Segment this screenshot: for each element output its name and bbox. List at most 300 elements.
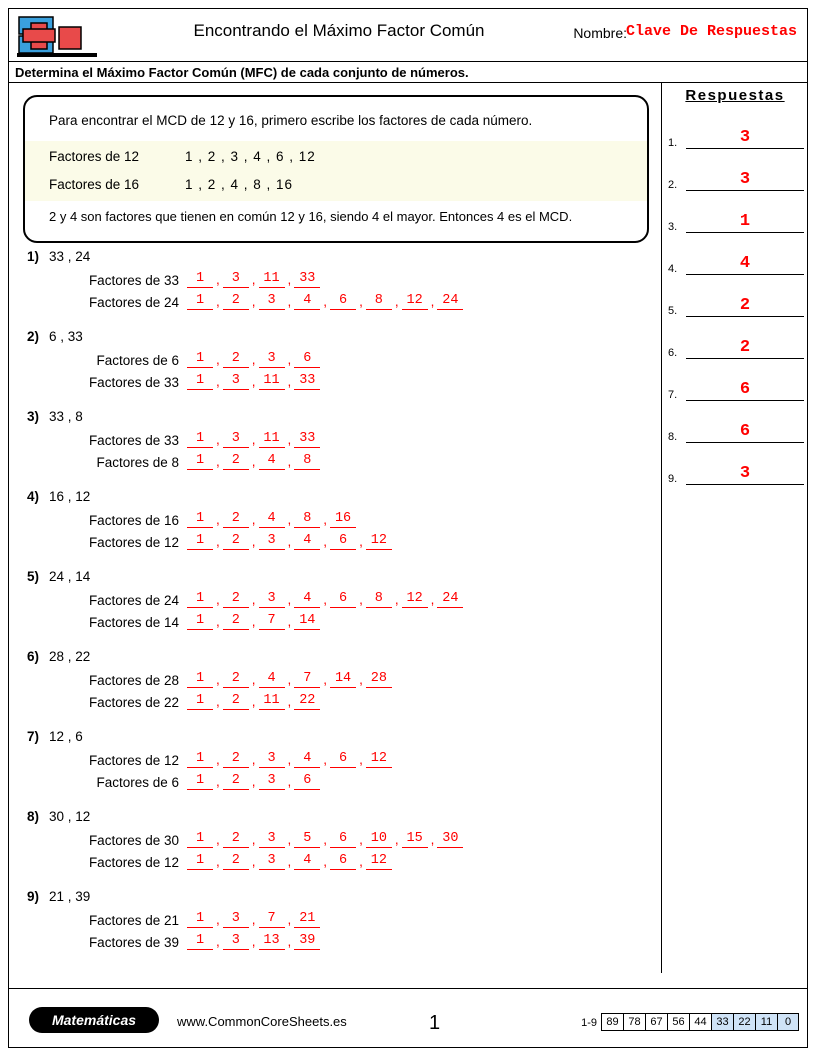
factor-separator: , (287, 374, 292, 389)
factor-blank[interactable]: 2 (223, 533, 249, 550)
factor-separator: , (323, 854, 328, 869)
factor-row (9, 853, 659, 875)
factor-row (9, 453, 659, 475)
answer-number: 7. (668, 389, 678, 401)
factor-row-label: Factores de 28 (88, 673, 179, 688)
answer-number: 6. (668, 347, 678, 359)
factor-separator: , (251, 854, 256, 869)
factor-separator: , (216, 832, 220, 847)
factor-blank[interactable]: 3 (223, 911, 249, 928)
answer-value: 6 (739, 422, 751, 441)
factor-row-label: Factores de 33 (88, 433, 179, 448)
factor-separator: , (251, 614, 256, 629)
factor-separator: , (323, 534, 328, 549)
factor-blank[interactable]: 16 (330, 511, 356, 528)
factor-blank[interactable]: 3 (259, 853, 285, 870)
scale-cell: 11 (755, 1013, 777, 1031)
example-box (23, 95, 649, 243)
factor-separator: , (394, 592, 399, 607)
factor-separator: , (251, 832, 256, 847)
answer-row (668, 153, 804, 191)
factor-blank[interactable]: 11 (259, 271, 285, 288)
factor-answer-list (187, 911, 320, 928)
factor-separator: , (216, 854, 220, 869)
factor-answer-list (187, 853, 392, 870)
factor-separator: , (251, 374, 256, 389)
factor-blank[interactable]: 6 (330, 831, 356, 848)
factor-blank[interactable]: 2 (223, 591, 249, 608)
factor-separator: , (323, 294, 328, 309)
problem-item (9, 489, 659, 569)
example-factors-12-values: 1 , 2 , 3 , 4 , 6 , 12 (185, 149, 316, 164)
factor-row (9, 271, 659, 293)
factor-answer-list (187, 751, 392, 768)
factor-blank[interactable]: 22 (294, 693, 320, 710)
factor-blank[interactable]: 6 (294, 351, 320, 368)
factor-blank[interactable]: 3 (223, 373, 249, 390)
factor-blank[interactable]: 24 (437, 293, 463, 310)
problem-number: 4) (27, 489, 40, 504)
factor-separator: , (287, 512, 292, 527)
factor-separator: , (287, 614, 292, 629)
factor-blank[interactable]: 12 (366, 533, 392, 550)
factor-blank[interactable]: 1 (187, 373, 213, 390)
factor-row (9, 911, 659, 933)
factor-separator: , (359, 832, 363, 847)
factor-separator: , (323, 832, 328, 847)
factor-blank[interactable]: 12 (402, 293, 428, 310)
factor-separator: , (359, 592, 363, 607)
factor-blank[interactable]: 7 (294, 671, 320, 688)
factor-separator: , (287, 272, 292, 287)
factor-separator: , (430, 294, 435, 309)
answer-blank-line[interactable] (686, 148, 804, 149)
factor-blank[interactable]: 14 (330, 671, 356, 688)
problem-item (9, 649, 659, 729)
example-line-4: 2 y 4 son factores que tienen en común 12 y 16, siendo 4 el mayor. Entonces 4 es el MCD. (49, 209, 573, 224)
factor-row-label: Factores de 12 (88, 855, 179, 870)
answer-value: 3 (739, 464, 751, 483)
grading-scale (577, 1013, 799, 1031)
factor-answer-list (187, 831, 463, 848)
factor-blank[interactable]: 3 (223, 933, 249, 950)
factor-row-label: Factores de 24 (88, 593, 179, 608)
factor-blank[interactable]: 6 (330, 591, 356, 608)
answer-number: 8. (668, 431, 678, 443)
problem-item (9, 729, 659, 809)
factor-blank[interactable]: 12 (366, 853, 392, 870)
factor-separator: , (287, 912, 292, 927)
answer-number: 1. (668, 137, 678, 149)
factor-blank[interactable]: 2 (223, 613, 249, 630)
factor-separator: , (251, 672, 256, 687)
factor-blank[interactable]: 39 (294, 933, 320, 950)
factor-separator: , (216, 432, 220, 447)
page-number: 1 (429, 1012, 441, 1034)
instruction-bar (9, 61, 807, 83)
factor-blank[interactable]: 4 (294, 293, 320, 310)
factor-blank[interactable]: 1 (187, 773, 213, 790)
factor-blank[interactable]: 1 (187, 453, 213, 470)
instruction-text: Determina el Máximo Factor Común (MFC) de cada conjunto de números. (15, 65, 469, 80)
factor-separator: , (216, 614, 220, 629)
factor-blank[interactable]: 8 (366, 591, 392, 608)
factor-separator: , (287, 832, 292, 847)
factor-answer-list (187, 511, 356, 528)
factor-separator: , (287, 774, 292, 789)
factor-separator: , (216, 374, 220, 389)
factor-blank[interactable]: 15 (402, 831, 428, 848)
factor-separator: , (287, 454, 292, 469)
answer-value: 2 (739, 296, 751, 315)
problem-number-pair: 28 , 22 (49, 649, 91, 664)
problem-item (9, 889, 659, 969)
page-footer (9, 989, 807, 1047)
answer-row (668, 237, 804, 275)
factor-blank[interactable]: 1 (187, 671, 213, 688)
factor-blank[interactable]: 6 (330, 533, 356, 550)
factor-blank[interactable]: 1 (187, 911, 213, 928)
factor-answer-list (187, 351, 320, 368)
name-label: Nombre: (573, 25, 627, 41)
factor-separator: , (251, 352, 256, 367)
factor-separator: , (251, 752, 256, 767)
factor-blank[interactable]: 12 (366, 751, 392, 768)
factor-blank[interactable]: 1 (187, 431, 213, 448)
factor-separator: , (287, 432, 292, 447)
problem-item (9, 569, 659, 649)
problem-number-pair: 6 , 33 (49, 329, 83, 344)
factor-blank[interactable]: 12 (402, 591, 428, 608)
factor-blank[interactable]: 1 (187, 933, 213, 950)
factor-blank[interactable]: 11 (259, 373, 285, 390)
problem-item (9, 249, 659, 329)
answers-title: Respuestas (685, 87, 785, 104)
factor-blank[interactable]: 21 (294, 911, 320, 928)
factor-blank[interactable]: 33 (294, 271, 320, 288)
answer-number: 5. (668, 305, 678, 317)
factor-separator: , (359, 672, 363, 687)
factor-separator: , (359, 854, 363, 869)
factor-answer-list (187, 591, 463, 608)
factor-separator: , (216, 534, 220, 549)
factor-separator: , (216, 752, 220, 767)
factor-row-label: Factores de 16 (88, 513, 179, 528)
scale-cell: 0 (777, 1013, 799, 1031)
factor-separator: , (287, 294, 292, 309)
factor-blank[interactable]: 6 (294, 773, 320, 790)
factor-blank[interactable]: 33 (294, 431, 320, 448)
factor-answer-list (187, 693, 320, 710)
answer-number: 3. (668, 221, 678, 233)
factor-separator: , (394, 832, 399, 847)
factor-row-label: Factores de 12 (88, 535, 179, 550)
factor-blank[interactable]: 1 (187, 591, 213, 608)
factor-blank[interactable]: 3 (259, 831, 285, 848)
factor-separator: , (216, 294, 220, 309)
factor-answer-list (187, 671, 392, 688)
answer-row (668, 279, 804, 317)
factor-blank[interactable]: 1 (187, 293, 213, 310)
answer-value: 1 (739, 212, 751, 231)
scale-range: 1-9 (581, 1016, 597, 1029)
factor-row-label: Factores de 6 (96, 353, 179, 368)
factor-blank[interactable]: 4 (259, 671, 285, 688)
answer-number: 9. (668, 473, 678, 485)
name-value: Clave De Respuestas (625, 23, 797, 40)
factor-blank[interactable]: 28 (366, 671, 392, 688)
page-header (9, 9, 807, 61)
problem-item (9, 409, 659, 489)
factor-separator: , (323, 592, 328, 607)
factor-separator: , (430, 832, 435, 847)
factor-blank[interactable]: 2 (223, 453, 249, 470)
factor-blank[interactable]: 24 (437, 591, 463, 608)
page-title: Encontrando el Máximo Factor Común (193, 21, 485, 40)
factor-row-label: Factores de 22 (88, 695, 179, 710)
factor-blank[interactable]: 3 (259, 773, 285, 790)
problem-number-pair: 30 , 12 (49, 809, 91, 824)
answer-blank-line[interactable] (686, 232, 804, 233)
answer-row (668, 111, 804, 149)
factor-row-label: Factores de 12 (88, 753, 179, 768)
factor-row-label: Factores de 30 (88, 833, 179, 848)
factor-blank[interactable]: 2 (223, 751, 249, 768)
factor-blank[interactable]: 3 (259, 351, 285, 368)
factor-blank[interactable]: 3 (259, 751, 285, 768)
problem-number-pair: 33 , 24 (49, 249, 91, 264)
answer-value: 3 (739, 170, 751, 189)
scale-cell: 78 (623, 1013, 645, 1031)
scale-cell: 89 (601, 1013, 623, 1031)
problem-number-pair: 21 , 39 (49, 889, 91, 904)
answer-row (668, 405, 804, 443)
factor-blank[interactable]: 11 (259, 693, 285, 710)
factor-blank[interactable]: 30 (437, 831, 463, 848)
problem-item (9, 329, 659, 409)
factor-separator: , (359, 752, 363, 767)
factor-blank[interactable]: 2 (223, 693, 249, 710)
factor-blank[interactable]: 6 (330, 853, 356, 870)
factor-row-label: Factores de 33 (88, 375, 179, 390)
problem-item (9, 809, 659, 889)
factor-separator: , (251, 934, 256, 949)
factor-separator: , (394, 294, 399, 309)
factor-blank[interactable]: 10 (366, 831, 392, 848)
answer-number: 2. (668, 179, 678, 191)
factor-blank[interactable]: 8 (294, 511, 320, 528)
factor-blank[interactable]: 1 (187, 693, 213, 710)
factor-blank[interactable]: 4 (294, 853, 320, 870)
factor-blank[interactable]: 2 (223, 351, 249, 368)
answer-blank-line[interactable] (686, 190, 804, 191)
answer-row (668, 195, 804, 233)
answer-row (668, 363, 804, 401)
factor-separator: , (251, 432, 256, 447)
factor-blank[interactable]: 1 (187, 533, 213, 550)
factor-row (9, 933, 659, 955)
factor-separator: , (216, 934, 220, 949)
factor-separator: , (287, 854, 292, 869)
problem-number-pair: 12 , 6 (49, 729, 83, 744)
factor-blank[interactable]: 3 (259, 293, 285, 310)
factor-answer-list (187, 453, 320, 470)
answer-row (668, 321, 804, 359)
answer-blank-line[interactable] (686, 358, 804, 359)
factor-blank[interactable]: 1 (187, 751, 213, 768)
factor-separator: , (216, 592, 220, 607)
factor-blank[interactable]: 2 (223, 773, 249, 790)
scale-cell: 44 (689, 1013, 711, 1031)
example-factors-16-values: 1 , 2 , 4 , 8 , 16 (185, 177, 294, 192)
factor-separator: , (287, 934, 292, 949)
factor-blank[interactable]: 8 (366, 293, 392, 310)
factor-separator: , (251, 694, 256, 709)
factor-separator: , (359, 534, 363, 549)
factor-blank[interactable]: 6 (330, 293, 356, 310)
factor-separator: , (251, 534, 256, 549)
factor-answer-list (187, 533, 392, 550)
answer-row (668, 447, 804, 485)
factor-row-label: Factores de 39 (88, 935, 179, 950)
factor-row (9, 431, 659, 453)
factor-answer-list (187, 293, 463, 310)
factor-blank[interactable]: 6 (330, 751, 356, 768)
factor-separator: , (287, 672, 292, 687)
answer-blank-line[interactable] (686, 274, 804, 275)
factor-blank[interactable]: 8 (294, 453, 320, 470)
problem-number: 7) (27, 729, 40, 744)
factor-blank[interactable]: 2 (223, 671, 249, 688)
factor-row (9, 773, 659, 795)
factor-blank[interactable]: 1 (187, 853, 213, 870)
factor-row-label: Factores de 24 (88, 295, 179, 310)
factor-row (9, 693, 659, 715)
answer-blank-line[interactable] (686, 484, 804, 485)
factor-blank[interactable]: 3 (223, 271, 249, 288)
factor-row-label: Factores de 21 (88, 913, 179, 928)
factor-separator: , (251, 294, 256, 309)
factor-blank[interactable]: 4 (259, 453, 285, 470)
factor-blank[interactable]: 4 (294, 591, 320, 608)
answer-value: 2 (739, 338, 751, 357)
factor-separator: , (323, 672, 328, 687)
factor-separator: , (251, 912, 256, 927)
factor-blank[interactable]: 3 (259, 591, 285, 608)
factor-blank[interactable]: 2 (223, 511, 249, 528)
factor-separator: , (287, 752, 292, 767)
factor-separator: , (287, 534, 292, 549)
problem-number-pair: 16 , 12 (49, 489, 91, 504)
factor-blank[interactable]: 1 (187, 351, 213, 368)
factor-answer-list (187, 373, 320, 390)
problem-list (9, 249, 659, 969)
factor-separator: , (251, 512, 256, 527)
factor-row (9, 831, 659, 853)
factor-blank[interactable]: 4 (259, 511, 285, 528)
factor-separator: , (216, 454, 220, 469)
scale-cell: 56 (667, 1013, 689, 1031)
factor-separator: , (251, 454, 256, 469)
factor-separator: , (323, 752, 328, 767)
problem-number: 5) (27, 569, 40, 584)
answer-blank-line[interactable] (686, 316, 804, 317)
answer-value: 4 (739, 254, 751, 273)
factor-separator: , (359, 294, 363, 309)
factor-row (9, 671, 659, 693)
factor-separator: , (251, 592, 256, 607)
factor-row-label: Factores de 14 (88, 615, 179, 630)
factor-answer-list (187, 431, 320, 448)
scale-cell: 33 (711, 1013, 733, 1031)
answer-blank-line[interactable] (686, 400, 804, 401)
factor-blank[interactable]: 33 (294, 373, 320, 390)
answers-column (661, 83, 807, 973)
factor-blank[interactable]: 1 (187, 271, 213, 288)
factor-separator: , (323, 512, 328, 527)
problem-number-pair: 24 , 14 (49, 569, 91, 584)
factor-blank[interactable]: 4 (294, 751, 320, 768)
answer-blank-line[interactable] (686, 442, 804, 443)
factor-blank[interactable]: 2 (223, 853, 249, 870)
factor-separator: , (216, 694, 220, 709)
factor-blank[interactable]: 4 (294, 533, 320, 550)
problem-number: 6) (27, 649, 40, 664)
factor-blank[interactable]: 7 (259, 613, 285, 630)
problem-number: 3) (27, 409, 40, 424)
problem-number-pair: 33 , 8 (49, 409, 83, 424)
factor-blank[interactable]: 13 (259, 933, 285, 950)
factor-row (9, 351, 659, 373)
factor-blank[interactable]: 1 (187, 831, 213, 848)
factor-separator: , (216, 512, 220, 527)
scale-cell: 67 (645, 1013, 667, 1031)
factor-blank[interactable]: 1 (187, 613, 213, 630)
factor-row-label: Factores de 6 (96, 775, 179, 790)
answer-value: 3 (739, 128, 751, 147)
factor-row (9, 511, 659, 533)
answer-value: 6 (739, 380, 751, 399)
answer-number: 4. (668, 263, 678, 275)
example-line-1: Para encontrar el MCD de 12 y 16, primero escribe los factores de cada número. (49, 113, 533, 128)
problem-number: 8) (27, 809, 40, 824)
problem-number: 1) (27, 249, 40, 264)
factor-blank[interactable]: 7 (259, 911, 285, 928)
factor-row-label: Factores de 33 (88, 273, 179, 288)
factor-blank[interactable]: 1 (187, 511, 213, 528)
factor-blank[interactable]: 5 (294, 831, 320, 848)
factor-answer-list (187, 613, 320, 630)
factor-blank[interactable]: 11 (259, 431, 285, 448)
factor-separator: , (287, 694, 292, 709)
factor-blank[interactable]: 2 (223, 293, 249, 310)
factor-row-label: Factores de 8 (96, 455, 179, 470)
factor-row (9, 293, 659, 315)
factor-answer-list (187, 773, 320, 790)
factor-row (9, 591, 659, 613)
factor-blank[interactable]: 2 (223, 831, 249, 848)
factor-row (9, 533, 659, 555)
worksheet-page (8, 8, 808, 1048)
factor-blank[interactable]: 3 (223, 431, 249, 448)
scale-cell: 22 (733, 1013, 755, 1031)
factor-separator: , (430, 592, 435, 607)
factor-separator: , (216, 672, 220, 687)
factor-blank[interactable]: 14 (294, 613, 320, 630)
factor-row (9, 751, 659, 773)
factor-answer-list (187, 933, 320, 950)
factor-blank[interactable]: 3 (259, 533, 285, 550)
